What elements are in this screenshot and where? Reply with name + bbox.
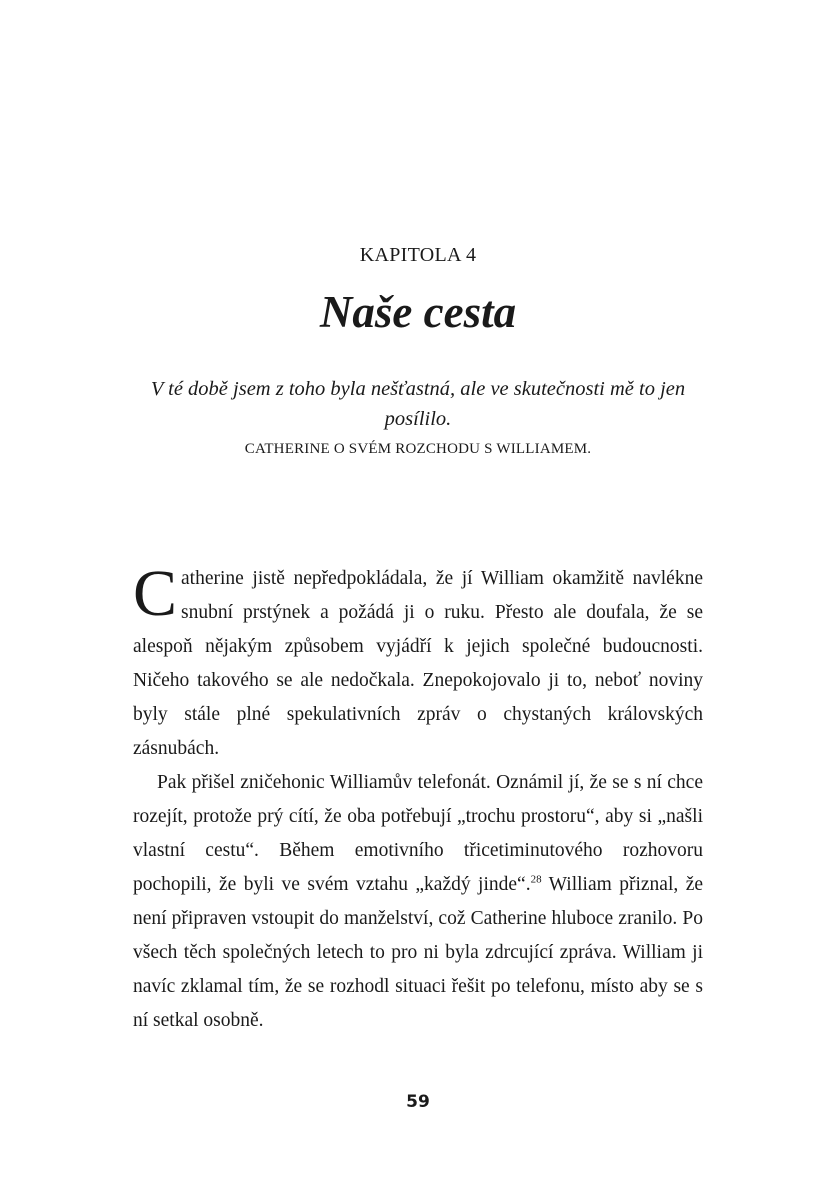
- body-text: [133, 557, 703, 1038]
- epigraph-quote: V té době jsem z toho byla nešťastná, ale ve skutečnosti mě to jen posílilo.: [150, 378, 686, 430]
- paragraph-1-text: atherine jistě nepředpokládala, že jí William okamžitě navlékne snubní prstýnek a požádá ji o ruku. Přesto ale doufala, že se alespoň nějakým způsobem vyjádří k jejich společné budoucnosti. Ničeho takového se ale nedočkala. Znepokojovalo ji to, neboť noviny byly stále plné spekulativních zpráv o chystaných královských zásnubách.: [133, 568, 703, 759]
- footnote-marker: 28: [530, 873, 542, 886]
- chapter-label: KAPITOLA 4: [359, 244, 477, 266]
- paragraph-2-text-b: William přiznal, že není připraven vstoupit do manželství, což Catherine hluboce zranilo. Po všech těch společných letech to pro ni byla zdrcující zpráva. William ji navíc zklamal tím, že se rozhodl situaci řešit po telefonu, místo aby se s ní setkal osobně.: [133, 874, 703, 1031]
- chapter-title: Naše cesta: [319, 287, 517, 337]
- drop-cap: C: [133, 557, 178, 630]
- paragraph-2: [133, 766, 703, 1038]
- epigraph-source: CATHERINE O SVÉM ROZCHODU S WILLIAMEM.: [244, 441, 592, 457]
- paragraph-2-text-a: Pak přišel zničehonic Williamův telefonát. Oznámil jí, že se s ní chce rozejít, protože prý cítí, že oba potřebují „trochu prostoru“, aby si „našli vlastní cestu“. Během emotivního třicetiminutového rozhovoru pochopili, že byli ve svém vztahu „každý jinde“.: [133, 772, 703, 895]
- page-number: 59: [406, 1092, 430, 1112]
- paragraph-1: [133, 557, 703, 766]
